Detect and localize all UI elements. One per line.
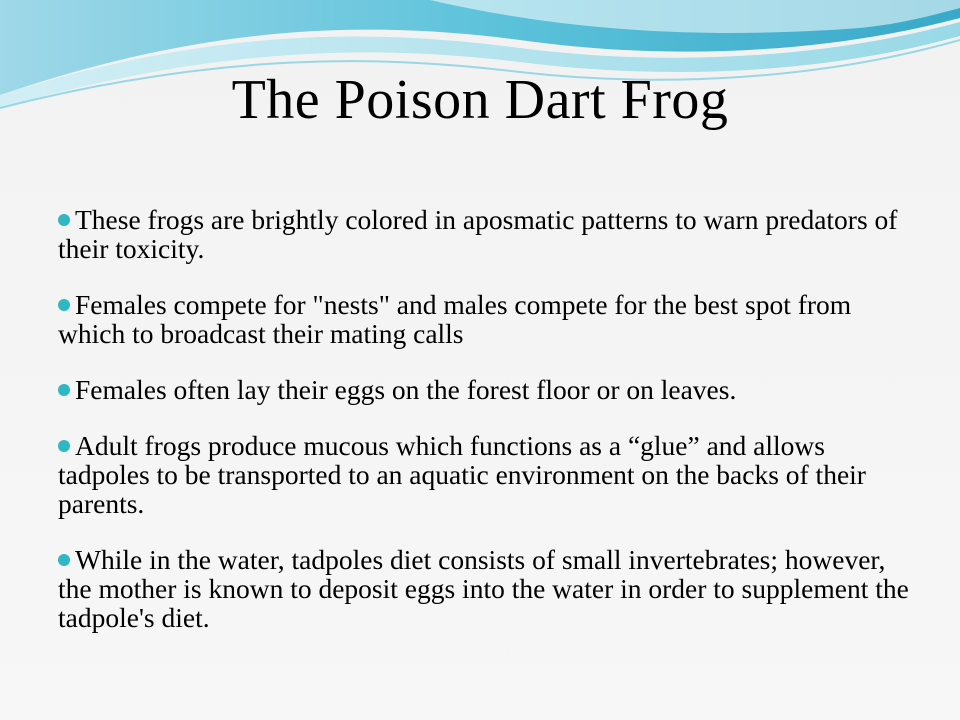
bullet-text: Adult frogs produce mucous which functions as a “glue” and allows tadpoles to be transported to an aquatic environment on the backs of their parents. bbox=[58, 430, 866, 519]
bullet-item bbox=[58, 431, 918, 518]
bullet-list bbox=[58, 205, 918, 659]
bullet-text: Females often lay their eggs on the forest floor or on leaves. bbox=[75, 374, 737, 405]
bullet-item bbox=[58, 290, 918, 348]
bullet-dot-icon bbox=[58, 554, 70, 566]
bullet-item bbox=[58, 545, 918, 632]
bullet-dot-icon bbox=[58, 299, 70, 311]
bullet-text: These frogs are brightly colored in aposmatic patterns to warn predators of their toxicity. bbox=[58, 204, 898, 264]
bullet-dot-icon bbox=[58, 440, 70, 452]
bullet-text: Females compete for "nests" and males compete for the best spot from which to broadcast their mating calls bbox=[58, 289, 852, 349]
bullet-dot-icon bbox=[58, 214, 70, 226]
slide-title: The Poison Dart Frog bbox=[231, 69, 729, 131]
bullet-text: While in the water, tadpoles diet consists of small invertebrates; however, the mother is known to deposit eggs into the water in order to supplement the tadpole's diet. bbox=[58, 544, 909, 633]
bullet-item bbox=[58, 205, 918, 263]
bullet-dot-icon bbox=[58, 384, 70, 396]
bullet-item bbox=[58, 375, 918, 404]
